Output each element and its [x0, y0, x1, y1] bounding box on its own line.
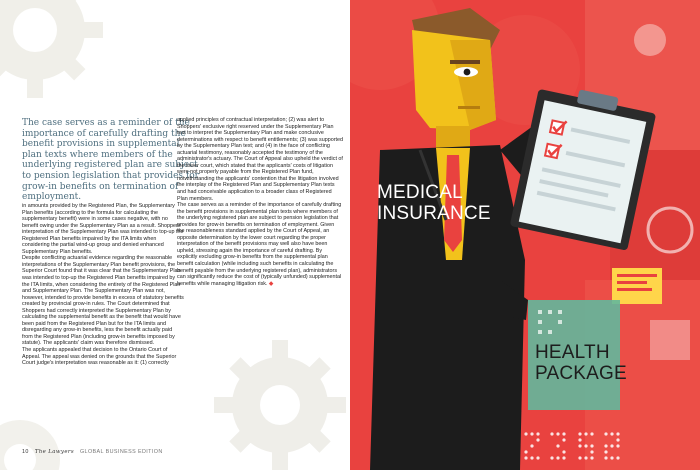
health-package-label: HEALTH PACKAGE: [535, 342, 627, 384]
magazine-brand: The Lawyers: [34, 449, 75, 455]
pull-quote: The case serves as a reminder of the importance of carefully drafting the benefit provisions in supplemental plan texts where members of the underlying registered plan are subject to pension legislation that provides for grow-in benefits on termination of employment.: [22, 118, 199, 203]
page-number: 10: [22, 449, 29, 455]
article-column-2-text: applied principles of contractual interpretation; (2) was alert to Shoppers' exclusive right reserved under the Supplementary Plan text to interpret the Supplementary Plan and make conclusive determinations with respect to benefit entitlements; (3) was supported by the Supplementary Plan text; and (4) in the face of conflicting actuarial testimony, reasonably accepted the testimony of the administrator's actuary. The Court of Appeal also upheld the verdict of the lower court, which stated that the applicants' costs of litigation were not properly payable from the Registered Plan fund, notwithstanding the applicants' contention that the litigation involved the interplay of the Registered Plan and Supplementary Plan texts and had conceivable application to a broader class of Registered Plan members. The case serves as a reminder of the importance of carefully drafting the benefit provisions in supplemental plan texts where members of the underlying registered plan are subject to pension legislation that provides for grow-in benefits on termination of employment. Given the reasonableness standard applied by the Court of Appeal, an opposite determination by the lower court regarding the proper interpretation of the benefit provisions may well also have been upheld, stressing again the importance of careful drafting. By explicitly excluding grow-in benefits from the supplemental plan benefit calculation (while including such benefits in calculating the benefit payable from the underlying registered plan), administrators can significantly reduce the cost of (typically unfunded) supplemental benefits while managing litigation risk.: [177, 117, 343, 287]
illustration: [350, 0, 700, 470]
article-column-2: [177, 117, 343, 287]
gear-icon: [200, 330, 350, 470]
article-column-1: in amounts provided by the Registered Plan, the Supplementary Plan benefits (according to the formula for calculating the supplementary benefit) were in some cases negative, with no benefit owing under the Supplementary Plan as a result. Shoppers' interpretation of the Supplementary Plan was intended to top-up the Registered Plan benefits impaired by the ITA limits when considering the partial wind-up group and denied enhanced Supplementary Plan benefits. Despite conflicting actuarial evidence regarding the reasonable interpretations of the Supplementary Plan benefit provisions, the Superior Court found that it was clear that the Supplementary Plan was intended to top-up the Registered Plan benefits impaired by the ITA limits, when considering the entirety of the Registered Plan and Supplementary Plan. The Supplementary Plan was not, however, intended to provide benefits in excess of statutory benefits created by provincial grow-in rules. The Court determined that Shoppers had correctly interpreted the Supplementary Plan by calculating the supplemental benefit as the benefit that would have been paid from the Registered Plan but for the ITA limits and disregarding any grow-in benefits, less the benefit actually paid from the Registered Plan (including grow-in benefits imposed by statute). The applicants' claim was therefore dismissed. The applicants appealed that decision to the Ontario Court of Appeal. The appeal was denied on the grounds that the Superior Court judge's interpretation was reasonable as it: (1) correctly: [22, 203, 184, 367]
end-mark: ◆: [269, 280, 274, 287]
edition-label: GLOBAL BUSINESS EDITION: [79, 449, 163, 455]
page-footer: [22, 449, 163, 455]
medical-insurance-label: MEDICAL INSURANCE: [377, 182, 491, 224]
gear-icon: [0, 400, 80, 470]
illustration-artwork: [350, 0, 700, 470]
gear-icon: [0, 0, 130, 100]
